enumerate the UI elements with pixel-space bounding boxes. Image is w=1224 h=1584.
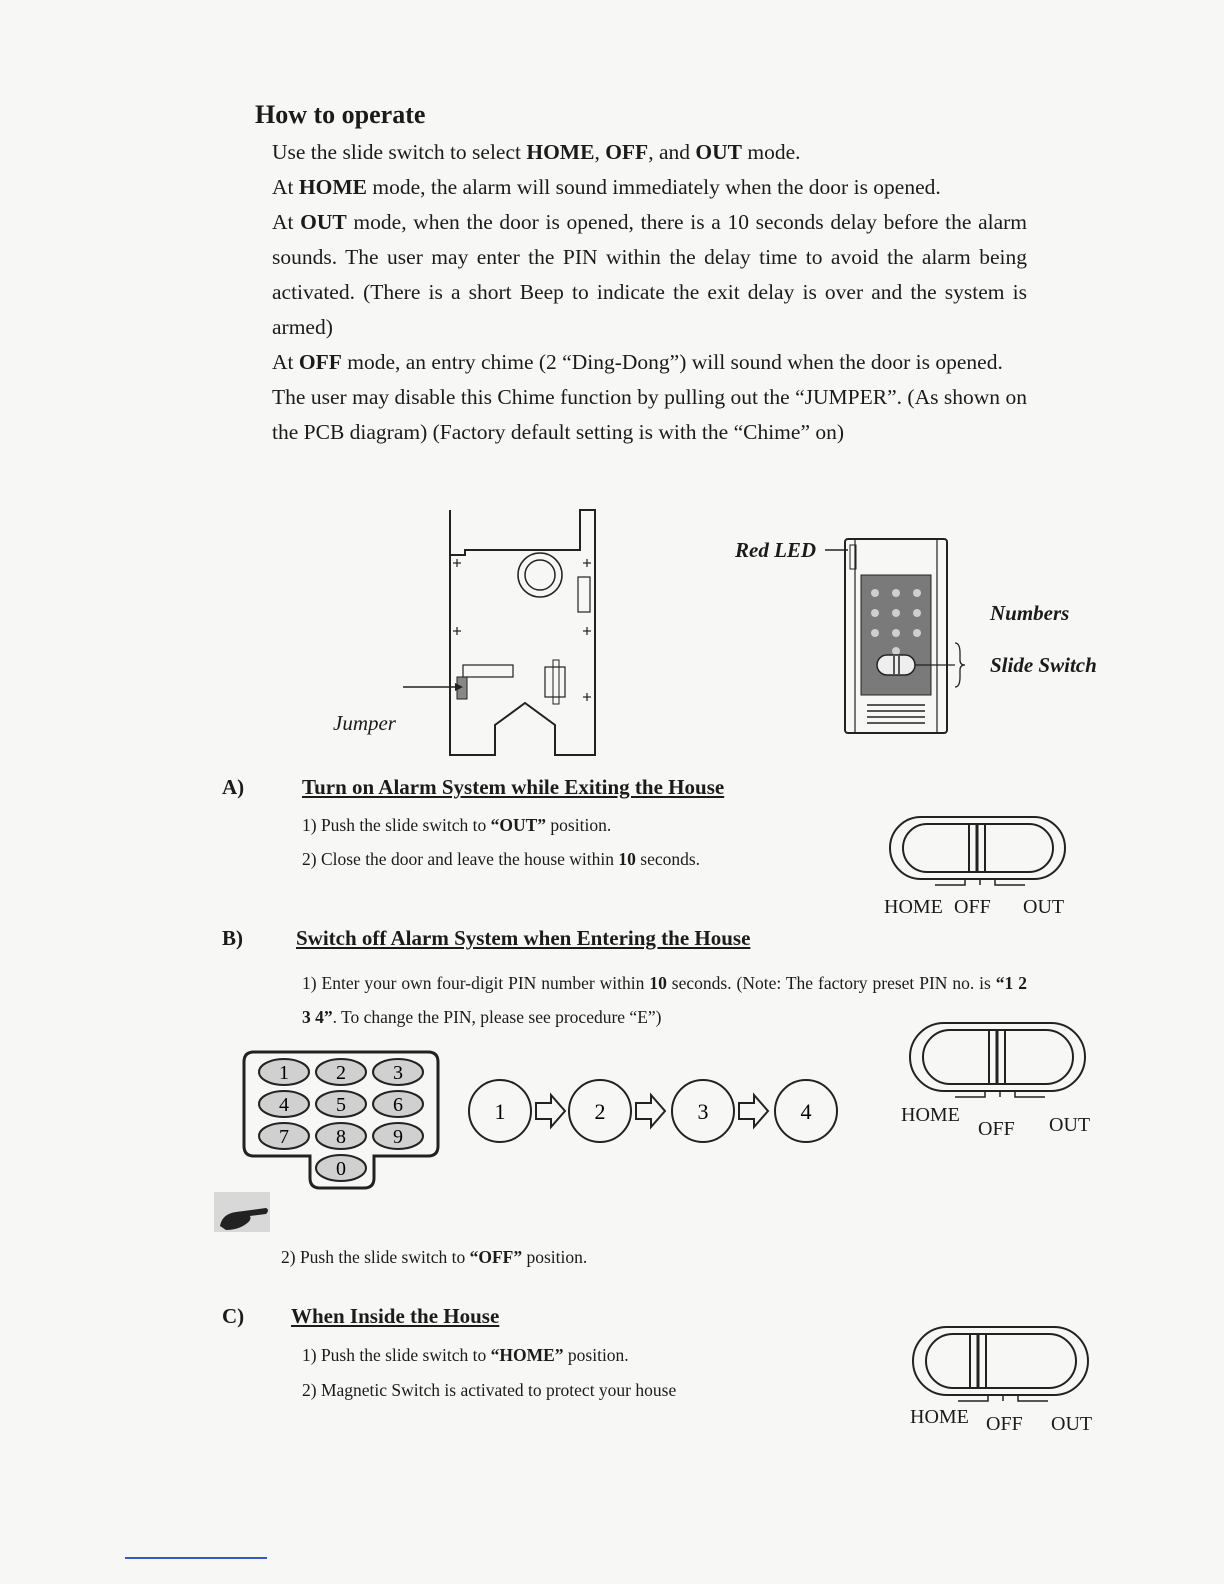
numbers-label: Numbers (990, 601, 1070, 625)
red-led-label: Red LED (735, 538, 817, 562)
keypad-key-3: 3 (393, 1062, 403, 1084)
page-title: How to operate (255, 100, 426, 129)
switch-off-icon (905, 1018, 1090, 1103)
switch-out-icon (885, 812, 1070, 892)
section-a-heading: Turn on Alarm System while Exiting the House (302, 775, 725, 799)
intro-p2: At HOME mode, the alarm will sound immediately when the door is opened. (272, 175, 941, 199)
section-c-step2: 2) Magnetic Switch is activated to protect your house (302, 1380, 677, 1400)
intro-p1: Use the slide switch to select HOME, OFF, and OUT mode. (272, 140, 801, 164)
pin-digit-4: 4 (800, 1099, 812, 1124)
slide-switch-label: Slide Switch (990, 653, 1097, 677)
switch-a-out: OUT (1023, 896, 1065, 918)
keypad-diagram (242, 1048, 442, 1193)
intro-p3: At OUT mode, when the door is opened, there is a 10 seconds delay before the alarm sounds. The user may enter the PIN within the delay time to avoid the alarm being activated. (There is a short Beep to indicate the exit delay is over and the system is armed) (272, 210, 1028, 339)
switch-b-home: HOME (901, 1104, 960, 1126)
keypad-key-0: 0 (336, 1158, 346, 1180)
switch-c-home: HOME (910, 1406, 969, 1428)
section-a-letter: A) (222, 775, 245, 799)
section-b-letter: B) (222, 926, 243, 950)
switch-b-out: OUT (1049, 1114, 1091, 1136)
intro-text (272, 135, 1027, 450)
section-a-step2: 2) Close the door and leave the house within 10 seconds. (302, 849, 701, 869)
keypad-key-5: 5 (336, 1094, 346, 1116)
section-c-step1: 1) Push the slide switch to “HOME” position. (302, 1345, 629, 1365)
switch-c-off: OFF (986, 1413, 1023, 1435)
section-b-heading: Switch off Alarm System when Entering the House (296, 926, 751, 950)
keypad-key-4: 4 (279, 1094, 289, 1116)
switch-home-icon (908, 1322, 1093, 1407)
alarm-unit-diagram (820, 535, 980, 740)
keypad-key-1: 1 (279, 1062, 289, 1084)
switch-c-out: OUT (1051, 1413, 1093, 1435)
switch-b-off: OFF (978, 1118, 1015, 1140)
keypad-key-8: 8 (336, 1126, 346, 1148)
keypad-key-2: 2 (336, 1062, 346, 1084)
keypad-key-6: 6 (393, 1094, 403, 1116)
pointing-hand-icon (212, 1190, 272, 1235)
section-b-step2: 2) Push the slide switch to “OFF” position. (281, 1247, 588, 1267)
jumper-label: Jumper (333, 711, 396, 735)
pin-sequence-diagram (465, 1075, 845, 1147)
pin-digit-3: 3 (697, 1099, 709, 1124)
intro-p5: The user may disable this Chime function by pulling out the “JUMPER”. (As shown on the PCB diagram) (Factory default setting is with the “Chime” on) (272, 385, 1027, 444)
pcb-diagram (395, 505, 610, 760)
section-b-step1: 1) Enter your own four-digit PIN number within 10 seconds. (Note: The factory preset PIN no. is “1 2 3 4”. To change the PIN, please see procedure “E”) (302, 973, 1027, 1027)
footnote-rule (125, 1557, 267, 1559)
section-c-heading: When Inside the House (291, 1304, 500, 1328)
switch-a-off: OFF (954, 896, 991, 918)
intro-p4: At OFF mode, an entry chime (2 “Ding-Dong”) will sound when the door is opened. (272, 350, 1003, 374)
keypad-key-7: 7 (279, 1126, 289, 1148)
switch-a-home: HOME (884, 896, 943, 918)
pin-digit-2: 2 (594, 1099, 606, 1124)
keypad-key-9: 9 (393, 1126, 403, 1148)
section-a-step1: 1) Push the slide switch to “OUT” position. (302, 815, 612, 835)
section-c-letter: C) (222, 1304, 245, 1328)
pin-digit-1: 1 (494, 1099, 506, 1124)
